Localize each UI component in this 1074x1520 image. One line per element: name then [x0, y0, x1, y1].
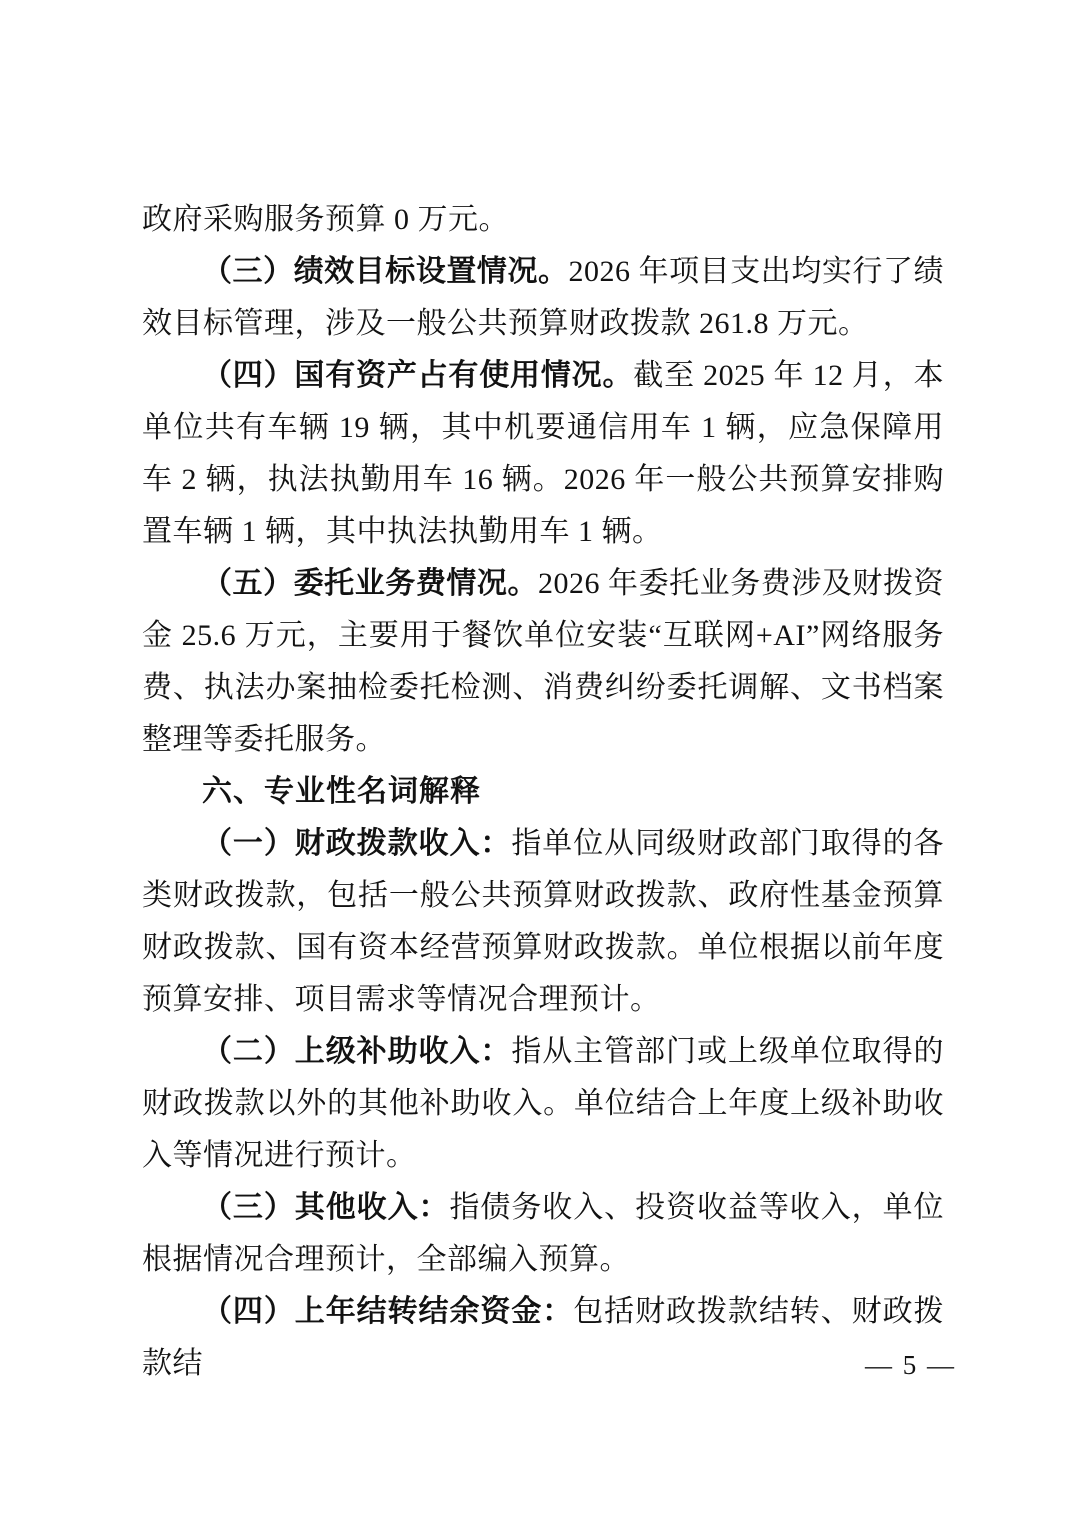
- paragraph-term-carryover-surplus-funds: [142, 1286, 944, 1390]
- paragraph-text: 2026 年项目支出均实行了绩效目标管理，涉及一般公共预算财政拨款 261.8 万元。: [142, 255, 945, 340]
- paragraph-lead-label: （四）上年结转结余资金：: [202, 1295, 574, 1328]
- paragraph-performance-targets: [142, 246, 944, 350]
- paragraph-lead-label: （四）国有资产占有使用情况。: [202, 359, 634, 392]
- paragraph-entrusted-business-fees: [142, 558, 944, 766]
- paragraph-term-fiscal-appropriation-income: [142, 818, 944, 1026]
- paragraph-lead-label: （三）绩效目标设置情况。: [202, 255, 569, 288]
- paragraph-lead-label: （一）财政拨款收入：: [202, 827, 512, 860]
- paragraph-gov-procurement-budget: [142, 194, 944, 246]
- paragraph-text: 截至 2025 年 12 月，本单位共有车辆 19 辆，其中机要通信用车 1 辆，应急保障用车 2 辆，执法执勤用车 16 辆。2026 年一般公共预算安排购置车辆 1 辆，其中执法执勤用车 1 辆。: [142, 359, 945, 548]
- paragraph-text: 指债务收入、投资收益等收入，单位根据情况合理预计，全部编入预算。: [142, 1191, 945, 1276]
- paragraph-text: 2026 年委托业务费涉及财拨资金 25.6 万元，主要用于餐饮单位安装“互联网+AI”网络服务费、执法办案抽检委托检测、消费纠纷委托调解、文书档案整理等委托服务。: [142, 567, 944, 756]
- document-text-block: [142, 194, 944, 1390]
- paragraph-term-superior-subsidy-income: [142, 1026, 944, 1182]
- paragraph-text: 指从主管部门或上级单位取得的财政拨款以外的其他补助收入。单位结合上年度上级补助收入等情况进行预计。: [142, 1035, 945, 1172]
- paragraph-lead-label: （二）上级补助收入：: [202, 1035, 512, 1068]
- paragraph-state-owned-assets: [142, 350, 944, 558]
- section-heading-terminology: 六、专业性名词解释: [202, 775, 481, 808]
- paragraph-term-other-income: [142, 1182, 944, 1286]
- paragraph-lead-label: （三）其他收入：: [202, 1191, 450, 1224]
- paragraph-text: 指单位从同级财政部门取得的各类财政拨款，包括一般公共预算财政拨款、政府性基金预算财政拨款、国有资本经营预算财政拨款。单位根据以前年度预算安排、项目需求等情况合理预计。: [142, 827, 945, 1016]
- page-number: — 5 —: [865, 1350, 956, 1380]
- paragraph-lead-label: （五）委托业务费情况。: [202, 567, 538, 600]
- paragraph-text: 包括财政拨款结转、财政拨款结: [142, 1295, 945, 1380]
- paragraph-text: 政府采购服务预算 0 万元。: [142, 203, 509, 236]
